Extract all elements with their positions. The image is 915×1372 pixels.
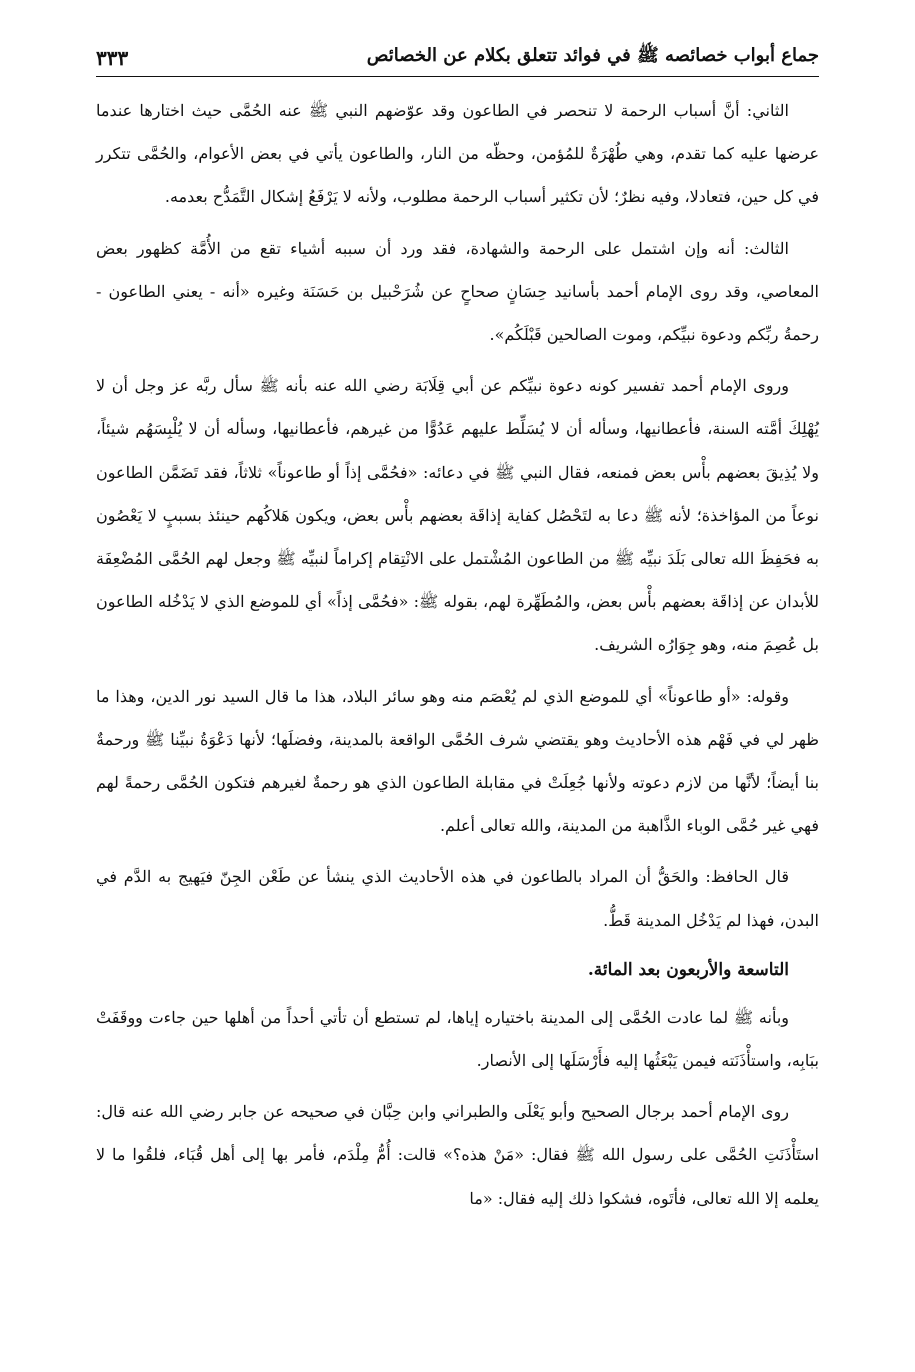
paragraph: الثالث: أنه وإن اشتمل على الرحمة والشهادة، فقد ورد أن سببه أشياء تقع من الأُمَّة كظهور بعض المعاصي، وقد روى الإمام أحمد بأسانيد حِسَانٍ صحاحٍ عن شُرَحْبيل بن حَسَنَة وغيره «أنه - يعني الطاعون - رحمةُ ربِّكم ودعوة نبيِّكم، وموت الصالحين قَبْلَكُم». (96, 238, 819, 345)
page-body (96, 89, 819, 1220)
page-header (96, 44, 819, 77)
section-heading: التاسعة والأربعون بعد المائة. (587, 959, 789, 980)
running-title: جماع أبواب خصائصه ﷺ في فوائد تتعلق بكلام عن الخصائص (366, 45, 819, 66)
paragraph: وبأنه ﷺ لما عادت الحُمَّى إلى المدينة باختياره إياها، لم تستطع أن تأتي أحداً من أهلها حين جاءت ووقَفَتْ ببَابِه، واستأْذَنَته فيمن يَبْعَثُها إليه فأَرْسَلَها إلى الأنصار. (96, 1007, 819, 1071)
paragraph: وروى الإمام أحمد تفسير كونه دعوة نبيِّكم عن أبي قِلَابَة رضي الله عنه بأنه ﷺ سأل ربَّه عز وجل أن لا يُهْلِكَ أمَّته السنة، فأعطانيها، وسأله أن لا يُسَلِّط عليهم عَدُوًّا من غيرهم، فأعطانيها، وسأله أن لا يُلْبِسَهُم شيئاً، ولا يُذِيقَ بعضهم بأْس بعض فمنعه، فقال النبي ﷺ في دعائه: «فحُمَّى إذاً أو طاعوناً» ثلاثاً، فقد تَضَمَّن الطاعون نوعاً من المؤاخذة؛ لأنه ﷺ دعا به لتَحْصُل كفاية إذاقَة بعضهم بأْس بعض، ويكون هَلاكُهم حينئذ بسببٍ لا يَعْصُون به فحَفِظَ الله تعالى بَلَدَ نبيِّه ﷺ من الطاعون المُشْتمل على الانْتِقام إكراماً لنبيِّه ﷺ وجعل لهم الحُمَّى المُضْعِفَة للأبدان عن إذاقَة بعضهم بأْس بعض، والمُطَهِّرة لهم، بقوله ﷺ: «فحُمَّى إذاً» أي للموضع الذي لا يَدْخُله الطاعون بل عُصِمَ منه، وهو جِوَارُه الشريف. (96, 376, 820, 655)
paragraph: روى الإمام أحمد برجال الصحيح وأبو يَعْلَى والطبراني وابن حِبَّان في صحيحه عن جابر رضي الله عنه قال: استَأْذَنَتِ الحُمَّى على رسول الله ﷺ فقال: «مَنْ هذه؟» قالت: أُمُّ مِلْدَم، فأمر بها إلى أهل قُبَاء، فلقُوا ما لا يعلمه إلا الله تعالى، فأتَوه، فشكوا ذلك إليه فقال: «ما (96, 1102, 820, 1208)
page-number: ٣٣٣ (96, 46, 129, 70)
paragraph: الثاني: أنَّ أسباب الرحمة لا تنحصر في الطاعون وقد عوّضهم النبي ﷺ عنه الحُمَّى حيث اختارها عندما عرضها عليه كما تقدم، وهي طُهْرَةٌ للمُؤمن، وحظّه من النار، والطاعون يأتي في بعض الأعوام، والحُمَّى تتكرر في كل حين، فتعادلا، وفيه نظرٌ؛ لأن تكثير أسباب الرحمة مطلوب، ولأنه لا يَرْفَعُ إشكال التَّمَدُّح بعدمه. (96, 101, 819, 207)
paragraph: وقوله: «أو طاعوناً» أي للموضع الذي لم يُعْصَم منه وهو سائر البلاد، هذا ما قال السيد نور الدين، وهذا ما ظهر لي في فَهْم هذه الأحاديث وهو يقتضي شرف الحُمَّى الواقعة بالمدينة، وفضلَها؛ لأنها دَعْوَةُ نبيِّنا ﷺ ورحمةٌ بنا أيضاً؛ لأنَّها من لازم دعوته ولأنها جُعِلَتْ في مقابلة الطاعون الذي هو رحمةٌ لغيرهم فتكون الحُمَّى رحمةً لهم فهي غير حُمَّى الوباء الذَّاهبة من المدينة، والله تعالى أعلم. (96, 686, 819, 836)
paragraph: قال الحافظ: والحَقُّ أن المراد بالطاعون في هذه الأحاديث الذي ينشأ عن طَعْن الجِنّ فيَهيج به الدَّم في البدن، فهذا لم يَدْخُل المدينة قَطُّ. (96, 867, 819, 930)
